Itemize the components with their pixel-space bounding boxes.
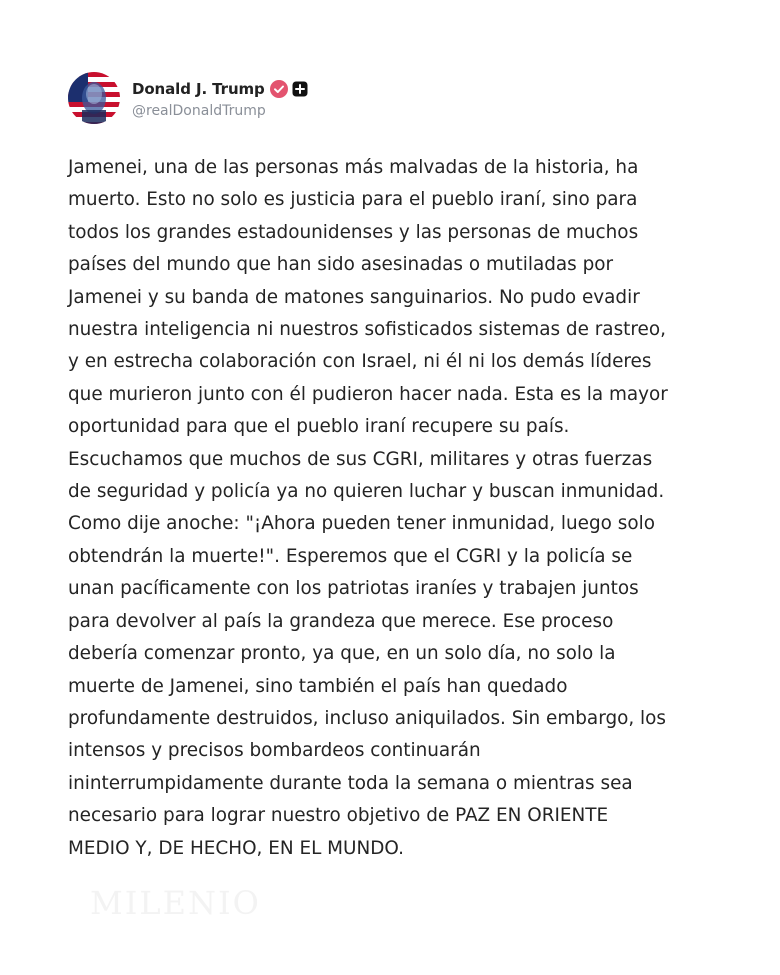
post-text-line: de seguridad y policía ya no quieren luchar y buscan inmunidad.: [68, 481, 665, 503]
post-text-line: intensos y precisos bombardeos continuarán: [68, 740, 481, 762]
post-text-line: nuestra inteligencia ni nuestros sofisticados sistemas de rastreo,: [68, 319, 666, 341]
post-text-line: muerto. Esto no solo es justicia para el pueblo iraní, sino para: [68, 189, 638, 211]
post-text-line: ininterrumpidamente durante toda la semana o mientras sea: [68, 772, 633, 794]
avatar[interactable]: [68, 72, 120, 124]
watermark: MILENIO: [90, 884, 261, 922]
post-header: [68, 72, 308, 124]
post-text-line: todos los grandes estadounidenses y las personas de muchos: [68, 221, 639, 243]
post-text-line: países del mundo que han sido asesinadas o mutiladas por: [68, 254, 614, 276]
user-handle[interactable]: @realDonaldTrump: [132, 102, 266, 119]
post-text-line: que murieron junto con él pudieron hacer nada. Esta es la mayor: [68, 383, 668, 405]
flag-portrait-avatar-icon: [68, 72, 120, 124]
display-name[interactable]: Donald J. Trump: [132, 79, 265, 98]
post-text-line: Jamenei, una de las personas más malvadas de la historia, ha: [68, 157, 639, 178]
post-text-line: y en estrecha colaboración con Israel, ni él ni los demás líderes: [68, 351, 652, 373]
post-text-line: oportunidad para que el pueblo iraní recupere su país.: [68, 416, 570, 438]
post-text-line: unan pacíficamente con los patriotas iraníes y trabajen juntos: [68, 578, 639, 600]
post-text-line: para devolver al país la grandeza que merece. Ese proceso: [68, 610, 614, 632]
author-name-row: [132, 78, 308, 100]
author-block: [132, 78, 308, 119]
post-text-line: Jamenei y su banda de matones sanguinarios. No pudo evadir: [68, 286, 640, 308]
post-text-line: Escuchamos que muchos de sus CGRI, militares y otras fuerzas: [68, 448, 653, 470]
post-text-line: debería comenzar pronto, ya que, en un solo día, no solo la: [68, 643, 616, 665]
plus-badge-icon: [292, 81, 308, 97]
post-text-line: muerte de Jamenei, sino también el país han quedado: [68, 675, 568, 697]
verified-badge-icon: [270, 80, 288, 98]
post-text: [68, 152, 736, 865]
post-text-line: MEDIO Y, DE HECHO, EN EL MUNDO.: [68, 837, 404, 859]
post-text-line: necesario para lograr nuestro objetivo de PAZ EN ORIENTE: [68, 805, 609, 827]
post-text-line: Como dije anoche: "¡Ahora pueden tener inmunidad, luego solo: [68, 513, 655, 535]
post-text-line: profundamente destruidos, incluso aniquilados. Sin embargo, los: [68, 707, 667, 729]
post-text-line: obtendrán la muerte!". Esperemos que el CGRI y la policía se: [68, 545, 633, 567]
